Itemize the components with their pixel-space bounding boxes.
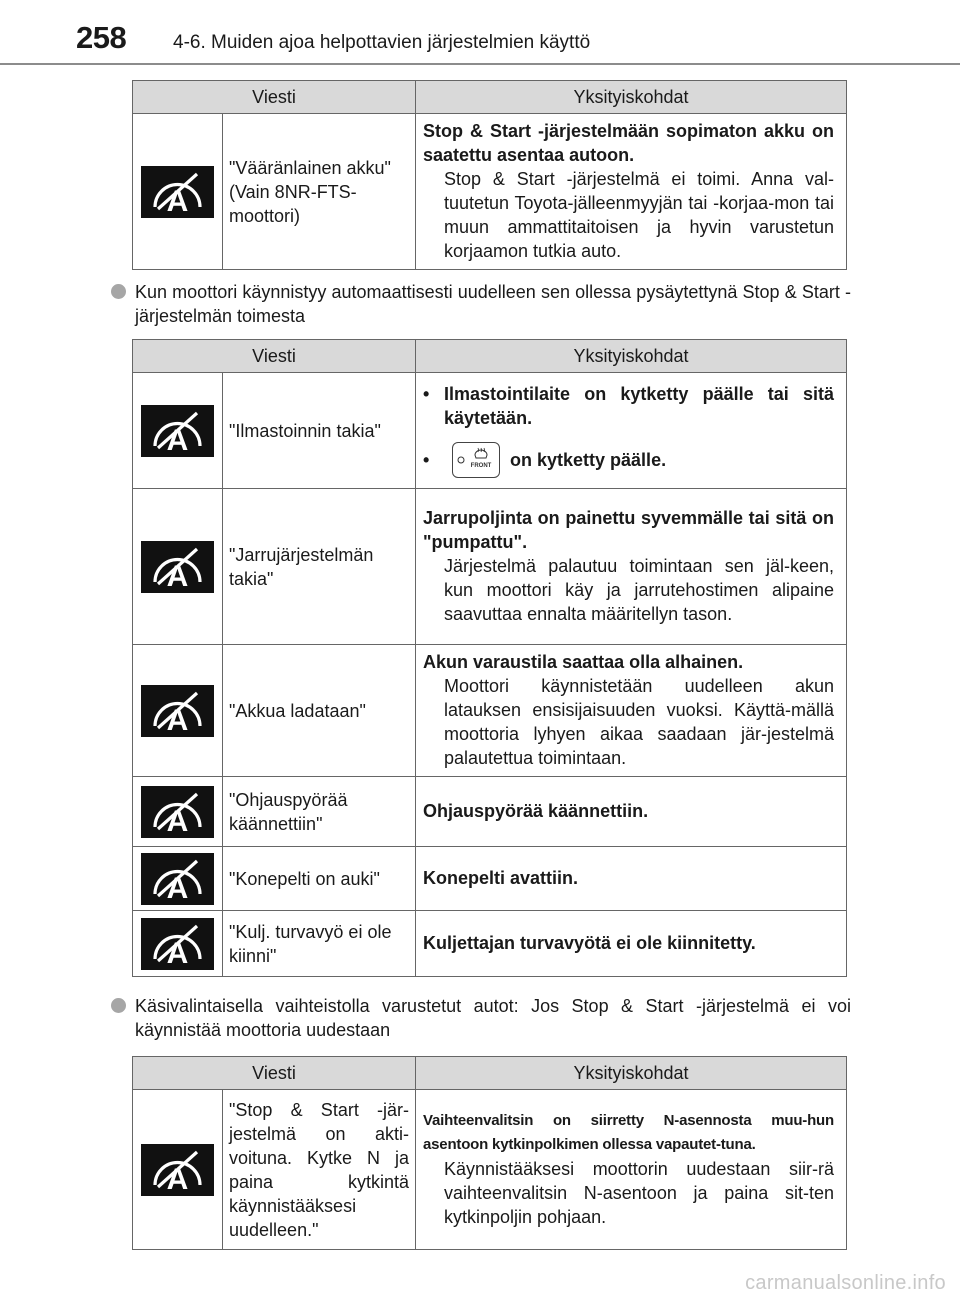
detail-text: Moottori käynnistetään uudelleen akun latauksen ensisijaisuuden vuoksi. Käyttä-mällä moottoria lyhyen aikaa saadaan jär-jestelmä palautettua toimintaan.: [444, 676, 834, 768]
svg-text:A: A: [166, 804, 189, 838]
bullet-dot-icon: [111, 998, 126, 1013]
watermark: carmanualsonline.info: [745, 1272, 946, 1294]
message-text: "Stop & Start -jär-jestelmä on akti-voituna. Kytke N ja paina kytkintä käynnistääksesi uudelleen.": [223, 1090, 416, 1250]
table-row: [133, 1090, 847, 1250]
page-number: 258: [76, 20, 127, 55]
detail-bullet-text: Ilmastointilaite on kytketty päälle tai sitä käytetään.: [444, 384, 834, 428]
stop-start-off-icon: [141, 541, 214, 593]
detail-heading: Jarrupoljinta on painettu syvemmälle tai sitä on "pumpattu".: [423, 508, 834, 552]
column-header-details: Yksityiskohdat: [416, 81, 847, 114]
front-defroster-button-icon: [452, 442, 500, 478]
detail-bullet: • FRONT on kytketty päälle.: [423, 442, 834, 478]
table-row: [133, 911, 847, 977]
svg-text:A: A: [166, 871, 189, 905]
bullet-note-2: [111, 994, 851, 1042]
note-text: Kun moottori käynnistyy automaattisesti uudelleen sen ollessa pysäytettynä Stop & Start -järjestelmän toimesta: [135, 282, 851, 326]
detail-text: Käynnistääksesi moottorin uudestaan siir-rä vaihteenvalitsin N-asentoon ja paina sit-ten kytkinpoljin pohjaan.: [444, 1159, 834, 1227]
stop-start-off-icon: [141, 166, 214, 218]
detail-bullet: • Ilmastointilaite on kytketty päälle tai sitä käytetään.: [423, 384, 834, 428]
detail-heading: Ohjauspyörää käännettiin.: [423, 801, 649, 821]
bullet-note-1: [111, 280, 851, 328]
detail-heading: Vaihteenvalitsin on siirretty N-asennosta muu-hun asentoon kytkinpolkimen ollessa vapautet-tuna.: [423, 1112, 834, 1153]
detail-heading: Kuljettajan turvavyötä ei ole kiinnitetty.: [423, 933, 756, 953]
svg-text:FRONT: FRONT: [470, 463, 492, 469]
stop-start-off-icon: [141, 786, 214, 838]
header-divider: [0, 63, 960, 65]
bullet-dot-icon: [111, 284, 126, 299]
stop-start-off-icon: [141, 685, 214, 737]
message-table-2: [132, 339, 847, 977]
table-row: [133, 645, 847, 777]
message-text: "Kulj. turvavyö ei ole kiinni": [223, 911, 416, 977]
message-text: "Ohjauspyörää käännettiin": [223, 777, 416, 847]
column-header-details: Yksityiskohdat: [416, 340, 847, 373]
svg-text:A: A: [166, 1162, 189, 1196]
column-header-message: Viesti: [133, 81, 416, 114]
section-title: 4-6. Muiden ajoa helpottavien järjestelmien käyttö: [173, 32, 591, 53]
detail-text: Järjestelmä palautuu toimintaan sen jäl-keen, kun moottori käy ja jarrutehostimen alipaine saavuttaa ennalta määritellyn tason.: [444, 556, 834, 624]
detail-bullet-text: on kytketty päälle.: [510, 450, 667, 470]
message-table-1: [132, 80, 847, 270]
svg-text:A: A: [166, 423, 189, 457]
svg-text:A: A: [166, 559, 189, 593]
table-row: [133, 114, 847, 270]
note-text: Käsivalintaisella vaihteistolla varustetut autot: Jos Stop & Start -järjestelmä ei voi käynnistää moottoria uudestaan: [135, 996, 851, 1040]
stop-start-off-icon: [141, 405, 214, 457]
table-row: [133, 777, 847, 847]
message-table-3: [132, 1056, 847, 1250]
message-text: "Ilmastoinnin takia": [223, 373, 416, 489]
message-text: "Konepelti on auki": [223, 847, 416, 911]
message-text: "Jarrujärjestelmän takia": [223, 489, 416, 645]
message-text: "Vääränlainen akku" (Vain 8NR-FTS-moottori): [223, 114, 416, 270]
table-row: [133, 847, 847, 911]
column-header-details: Yksityiskohdat: [416, 1057, 847, 1090]
table-row: [133, 489, 847, 645]
column-header-message: Viesti: [133, 340, 416, 373]
detail-heading: Stop & Start -järjestelmään sopimaton akku on saatettu asentaa autoon.: [423, 121, 834, 165]
message-text: "Akkua ladataan": [223, 645, 416, 777]
svg-text:A: A: [166, 703, 189, 737]
detail-heading: Akun varaustila saattaa olla alhainen.: [423, 652, 744, 672]
stop-start-off-icon: [141, 1144, 214, 1196]
column-header-message: Viesti: [133, 1057, 416, 1090]
table-row: [133, 373, 847, 489]
detail-text: Stop & Start -järjestelmä ei toimi. Anna val-tuutetun Toyota-jälleenmyyjän tai -korjaa-mon tai muun ammattitaitoisen ja hyvin varustetun korjaamon tutkia auto.: [444, 169, 834, 261]
svg-text:A: A: [166, 184, 189, 218]
stop-start-off-icon: [141, 918, 214, 970]
detail-heading: Konepelti avattiin.: [423, 868, 579, 888]
svg-text:A: A: [166, 936, 189, 970]
stop-start-off-icon: [141, 853, 214, 905]
